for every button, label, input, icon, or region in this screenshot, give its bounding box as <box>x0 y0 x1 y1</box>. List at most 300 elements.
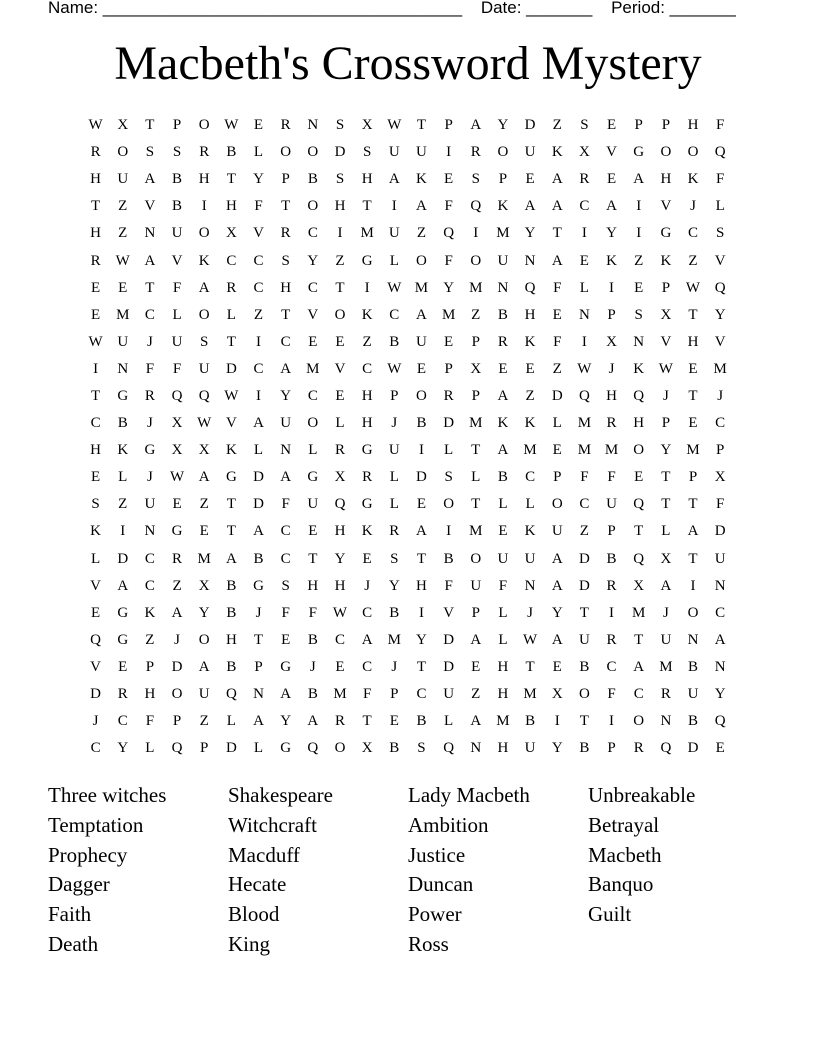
grid-letter: B <box>497 469 508 486</box>
grid-letter: D <box>225 360 237 377</box>
grid-letter: S <box>471 171 480 188</box>
grid-letter: O <box>307 198 319 215</box>
grid-letter: H <box>497 658 509 675</box>
grid-letter: V <box>144 198 156 215</box>
grid-letter: M <box>577 415 592 432</box>
grid-letter: F <box>444 252 453 269</box>
grid-letter: I <box>581 333 587 350</box>
grid-letter: E <box>90 279 101 296</box>
grid-letter: L <box>525 496 535 513</box>
grid-letter: H <box>90 171 101 188</box>
grid-letter: U <box>524 740 536 757</box>
grid-letter: F <box>145 360 155 377</box>
grid-letter: Z <box>525 387 535 404</box>
grid-letter: H <box>416 577 427 594</box>
grid-letter: T <box>281 198 291 215</box>
grid-letter: C <box>307 225 318 242</box>
grid-letter: I <box>391 198 397 215</box>
grid-letter: T <box>281 306 291 323</box>
grid-letter: O <box>578 686 590 703</box>
grid-letter: D <box>90 686 101 703</box>
grid-letter: Y <box>307 252 319 269</box>
grid-letter: T <box>634 631 644 648</box>
grid-letter: Y <box>714 686 726 703</box>
grid-letter: Y <box>524 225 536 242</box>
grid-letter: B <box>389 604 400 621</box>
grid-letter: O <box>416 387 427 404</box>
grid-letter: B <box>307 686 318 703</box>
grid-letter: D <box>551 387 563 404</box>
grid-letter: X <box>660 306 672 323</box>
grid-letter: E <box>253 117 264 134</box>
grid-letter: C <box>117 713 128 730</box>
page-title: Macbeth's Crossword Mystery <box>114 37 702 90</box>
grid-letter: K <box>497 198 509 215</box>
grid-letter: A <box>117 577 129 594</box>
grid-letter: C <box>226 252 237 269</box>
grid-letter: T <box>226 523 236 540</box>
grid-letter: P <box>444 360 453 377</box>
grid-letter: C <box>307 279 318 296</box>
grid-letter: L <box>471 469 481 486</box>
grid-letter: R <box>579 171 590 188</box>
grid-letter: U <box>416 144 427 161</box>
grid-letter: A <box>551 577 563 594</box>
grid-letter: I <box>446 523 452 540</box>
grid-letter: Y <box>388 577 400 594</box>
grid-letter: O <box>198 631 210 648</box>
grid-letter: B <box>525 713 536 730</box>
grid-letter: K <box>606 252 617 269</box>
grid-letter: T <box>688 306 698 323</box>
grid-letter: C <box>633 686 644 703</box>
grid-letter: F <box>145 713 155 730</box>
grid-letter: Z <box>416 225 427 242</box>
grid-letter: H <box>687 333 699 350</box>
grid-letter: C <box>280 550 291 567</box>
grid-letter: H <box>144 686 156 703</box>
grid-letter: G <box>660 225 672 242</box>
word-bank-item: Temptation <box>48 812 144 837</box>
word-bank-item: King <box>228 931 270 956</box>
grid-letter: H <box>361 171 373 188</box>
grid-letter: E <box>389 713 399 730</box>
grid-letter: M <box>577 442 592 459</box>
grid-letter: I <box>93 360 99 377</box>
grid-letter: F <box>444 577 453 594</box>
grid-letter: A <box>551 171 563 188</box>
grid-letter: V <box>660 198 672 215</box>
grid-letter: L <box>389 469 399 486</box>
grid-letter: P <box>634 117 643 134</box>
grid-letter: Q <box>198 387 210 404</box>
grid-letter: L <box>389 496 399 513</box>
grid-letter: I <box>609 713 615 730</box>
grid-letter: Z <box>579 523 589 540</box>
grid-letter: Y <box>714 306 726 323</box>
grid-letter: L <box>253 442 264 459</box>
grid-letter: Q <box>524 279 536 296</box>
grid-letter: E <box>90 469 101 486</box>
grid-letter: N <box>144 225 156 242</box>
grid-letter: B <box>389 740 400 757</box>
word-bank <box>48 781 768 960</box>
grid-letter: E <box>444 171 454 188</box>
grid-letter: X <box>551 686 563 703</box>
grid-letter: Y <box>660 442 672 459</box>
grid-letter: U <box>687 686 699 703</box>
grid-letter: J <box>662 604 669 621</box>
grid-letter: C <box>362 604 373 621</box>
grid-letter: Z <box>145 631 155 648</box>
grid-letter: E <box>498 360 508 377</box>
grid-letter: U <box>171 225 183 242</box>
grid-letter: J <box>174 631 180 648</box>
grid-letter: B <box>579 658 590 675</box>
grid-letter: L <box>498 496 508 513</box>
grid-letter: P <box>607 523 616 540</box>
grid-letter: D <box>578 577 590 594</box>
grid-letter: M <box>441 306 456 323</box>
grid-letter: Z <box>688 252 698 269</box>
period-field[interactable]: Period: _______ <box>611 0 736 17</box>
grid-letter: S <box>444 469 453 486</box>
grid-letter: V <box>660 333 672 350</box>
grid-letter: V <box>714 252 726 269</box>
grid-letter: J <box>527 604 533 621</box>
grid-letter: U <box>416 333 427 350</box>
grid-letter: P <box>145 658 155 675</box>
grid-letter: R <box>172 550 183 567</box>
grid-letter: L <box>661 523 671 540</box>
grid-letter: O <box>470 550 482 567</box>
grid-letter: A <box>280 686 292 703</box>
grid-letter: P <box>390 686 399 703</box>
grid-letter: T <box>416 117 427 134</box>
grid-letter: C <box>307 387 318 404</box>
grid-letter: T <box>416 658 427 675</box>
grid-letter: Y <box>497 117 509 134</box>
grid-letter: A <box>144 252 156 269</box>
grid-letter: I <box>609 279 615 296</box>
grid-letter: X <box>171 442 183 459</box>
grid-letter: C <box>144 577 155 594</box>
grid-letter: O <box>198 117 210 134</box>
grid-letter: Y <box>551 740 563 757</box>
grid-letter: S <box>716 225 725 242</box>
grid-letter: W <box>685 279 701 296</box>
grid-letter: N <box>307 117 319 134</box>
grid-letter: R <box>606 631 617 648</box>
grid-letter: F <box>362 686 372 703</box>
grid-letter: Q <box>225 686 237 703</box>
student-info-header <box>48 0 748 19</box>
grid-letter: Q <box>443 225 455 242</box>
grid-letter: M <box>496 713 510 730</box>
grid-letter: P <box>281 171 290 188</box>
grid-letter: U <box>198 686 210 703</box>
grid-letter: X <box>578 144 590 161</box>
grid-letter: T <box>688 387 698 404</box>
grid-letter: C <box>253 252 264 269</box>
grid-letter: V <box>334 360 346 377</box>
grid-letter: E <box>335 387 345 404</box>
grid-letter: L <box>308 442 318 459</box>
grid-letter: L <box>579 279 589 296</box>
grid-letter: K <box>524 415 536 432</box>
grid-letter: D <box>714 523 726 540</box>
grid-letter: F <box>716 117 725 134</box>
grid-letter: N <box>144 523 156 540</box>
grid-letter: E <box>90 306 101 323</box>
grid-letter: U <box>470 577 482 594</box>
grid-letter: Q <box>660 740 672 757</box>
grid-letter: M <box>713 360 727 377</box>
grid-letter: I <box>256 387 262 404</box>
grid-letter: X <box>361 740 373 757</box>
grid-letter: N <box>497 279 509 296</box>
grid-letter: J <box>391 415 398 432</box>
grid-letter: B <box>688 713 699 730</box>
grid-letter: P <box>661 279 671 296</box>
grid-letter: H <box>90 442 101 459</box>
grid-letter: H <box>606 387 617 404</box>
grid-letter: F <box>716 171 725 188</box>
grid-letter: H <box>334 577 346 594</box>
grid-letter: A <box>470 713 482 730</box>
grid-letter: Z <box>335 252 345 269</box>
grid-letter: D <box>117 550 129 567</box>
grid-letter: K <box>361 523 373 540</box>
grid-letter: L <box>172 306 182 323</box>
grid-letter: G <box>280 658 292 675</box>
grid-letter: R <box>280 225 291 242</box>
word-search-grid <box>82 112 734 762</box>
grid-letter: O <box>171 686 183 703</box>
grid-letter: A <box>606 198 617 215</box>
grid-letter: W <box>115 252 130 269</box>
grid-letter: G <box>361 496 373 513</box>
grid-letter: U <box>117 333 129 350</box>
grid-letter: R <box>470 144 481 161</box>
grid-letter: B <box>226 144 237 161</box>
grid-letter: K <box>687 171 699 188</box>
grid-letter: A <box>551 631 563 648</box>
grid-letter: T <box>579 604 589 621</box>
grid-letter: U <box>171 333 183 350</box>
grid-letter: C <box>334 631 345 648</box>
grid-letter: E <box>579 252 589 269</box>
grid-letter: X <box>470 360 482 377</box>
grid-letter: N <box>578 306 590 323</box>
grid-letter: H <box>687 117 699 134</box>
grid-letter: C <box>253 360 264 377</box>
grid-letter: U <box>606 496 617 513</box>
grid-letter: X <box>225 225 237 242</box>
grid-letter: C <box>90 740 101 757</box>
grid-letter: A <box>416 523 427 540</box>
grid-letter: B <box>117 415 128 432</box>
grid-letter: B <box>416 415 427 432</box>
grid-letter: L <box>226 713 236 730</box>
grid-letter: Z <box>199 496 209 513</box>
grid-letter: S <box>335 117 345 134</box>
grid-letter: Z <box>118 198 128 215</box>
grid-letter: P <box>716 442 725 459</box>
date-field[interactable]: Date: _______ <box>480 0 593 17</box>
grid-letter: A <box>198 279 210 296</box>
grid-letter: L <box>552 415 562 432</box>
grid-letter: A <box>470 117 482 134</box>
grid-letter: A <box>361 631 373 648</box>
grid-letter: T <box>226 333 236 350</box>
grid-letter: N <box>280 442 292 459</box>
grid-letter: C <box>579 198 590 215</box>
grid-letter: B <box>688 658 699 675</box>
grid-letter: T <box>226 496 236 513</box>
grid-letter: S <box>335 171 345 188</box>
grid-letter: O <box>551 496 563 513</box>
grid-letter: C <box>90 415 101 432</box>
grid-letter: W <box>387 360 402 377</box>
grid-letter: C <box>362 658 373 675</box>
grid-letter: A <box>497 387 509 404</box>
grid-letter: P <box>254 658 263 675</box>
grid-letter: H <box>361 415 373 432</box>
grid-letter: A <box>714 631 726 648</box>
grid-letter: J <box>255 604 262 621</box>
grid-letter: C <box>579 496 590 513</box>
grid-letter: G <box>144 442 156 459</box>
word-bank-item: Guilt <box>588 902 632 927</box>
grid-letter: A <box>551 198 563 215</box>
grid-letter: U <box>443 686 455 703</box>
grid-letter: D <box>334 144 346 161</box>
grid-letter: E <box>606 117 617 134</box>
grid-letter: A <box>280 469 292 486</box>
grid-letter: I <box>201 198 207 215</box>
grid-letter: S <box>145 144 155 161</box>
grid-letter: Z <box>253 306 264 323</box>
grid-letter: Y <box>551 604 563 621</box>
word-bank-item: Power <box>408 902 462 927</box>
grid-letter: U <box>714 550 726 567</box>
grid-letter: Z <box>471 306 481 323</box>
grid-letter: T <box>362 713 372 730</box>
grid-letter: N <box>253 686 264 703</box>
grid-letter: G <box>307 469 319 486</box>
grid-letter: F <box>254 198 263 215</box>
grid-letter: K <box>225 442 237 459</box>
grid-letter: A <box>687 523 699 540</box>
grid-letter: K <box>117 442 129 459</box>
grid-letter: K <box>361 306 373 323</box>
grid-letter: P <box>471 387 480 404</box>
grid-letter: H <box>307 577 319 594</box>
grid-letter: K <box>524 333 536 350</box>
grid-letter: Q <box>443 740 455 757</box>
grid-letter: F <box>281 496 290 513</box>
grid-letter: F <box>172 279 182 296</box>
grid-letter: N <box>117 360 129 377</box>
grid-letter: Q <box>633 387 645 404</box>
grid-letter: M <box>496 225 510 242</box>
grid-letter: B <box>226 658 237 675</box>
grid-letter: R <box>90 144 101 161</box>
grid-letter: S <box>580 117 589 134</box>
grid-letter: G <box>117 604 129 621</box>
grid-letter: V <box>225 415 237 432</box>
grid-letter: H <box>660 171 672 188</box>
word-bank-item: Justice <box>408 842 466 867</box>
name-field[interactable]: Name: ______________________________________ <box>48 0 463 17</box>
word-bank-item: Hecate <box>228 872 287 897</box>
grid-letter: N <box>687 631 699 648</box>
grid-letter: M <box>414 279 429 296</box>
grid-letter: C <box>253 279 264 296</box>
grid-letter: A <box>470 631 482 648</box>
grid-letter: W <box>658 360 673 377</box>
grid-letter: M <box>306 360 320 377</box>
grid-letter: D <box>687 740 699 757</box>
grid-letter: M <box>197 550 211 567</box>
grid-letter: P <box>172 117 182 134</box>
grid-letter: W <box>88 117 103 134</box>
grid-letter: B <box>253 550 264 567</box>
grid-letter: Z <box>362 333 372 350</box>
grid-letter: M <box>659 658 673 675</box>
grid-letter: E <box>498 523 508 540</box>
grid-letter: L <box>444 442 454 459</box>
grid-letter: O <box>307 144 319 161</box>
grid-letter: C <box>280 333 291 350</box>
grid-letter: O <box>633 713 645 730</box>
grid-letter: R <box>90 252 101 269</box>
grid-letter: L <box>444 713 454 730</box>
grid-letter: U <box>144 496 156 513</box>
grid-letter: J <box>662 387 669 404</box>
grid-letter: I <box>636 198 642 215</box>
grid-letter: U <box>524 144 536 161</box>
grid-letter: P <box>607 740 616 757</box>
grid-letter: V <box>90 577 101 594</box>
grid-letter: O <box>633 442 645 459</box>
grid-letter: R <box>334 713 345 730</box>
grid-letter: B <box>579 740 590 757</box>
grid-letter: P <box>498 171 508 188</box>
grid-letter: K <box>144 604 156 621</box>
grid-letter: X <box>198 442 210 459</box>
grid-letter: R <box>660 686 671 703</box>
grid-letter: D <box>253 469 264 486</box>
grid-letter: T <box>145 117 155 134</box>
grid-letter: K <box>90 523 101 540</box>
grid-letter: M <box>523 442 537 459</box>
grid-letter: S <box>281 577 290 594</box>
grid-letter: S <box>417 740 426 757</box>
grid-letter: P <box>688 469 698 486</box>
grid-letter: E <box>634 469 644 486</box>
grid-letter: H <box>334 198 346 215</box>
grid-letter: W <box>577 360 592 377</box>
grid-letter: W <box>224 387 239 404</box>
grid-letter: J <box>608 360 615 377</box>
grid-letter: X <box>660 550 672 567</box>
grid-letter: Z <box>552 360 562 377</box>
grid-letter: D <box>416 469 427 486</box>
grid-letter: O <box>497 144 509 161</box>
grid-letter: L <box>90 550 101 567</box>
